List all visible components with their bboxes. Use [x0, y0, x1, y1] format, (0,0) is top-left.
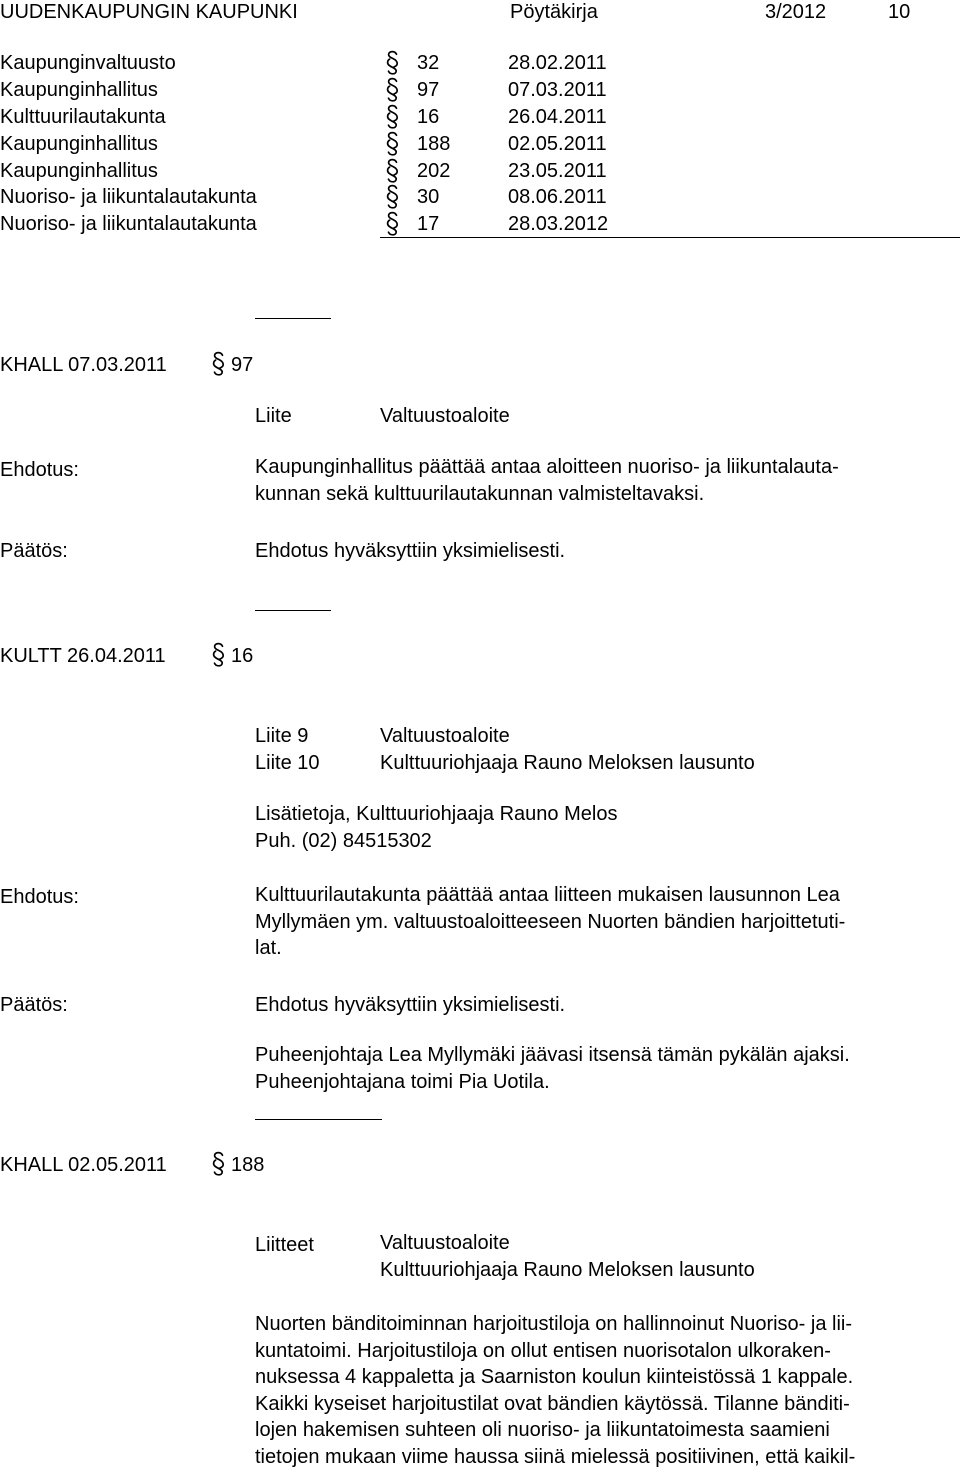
history-body: Kaupunginhallitus: [0, 133, 158, 155]
page-number: 10: [888, 1, 911, 23]
attachment-title: Kulttuuriohjaaja Rauno Meloksen lausunto: [380, 1258, 755, 1281]
attachment-label: Liite: [255, 405, 292, 427]
history-date: 26.04.2011: [508, 106, 607, 128]
municipality-name: UUDENKAUPUNGIN KAUPUNKI: [0, 1, 298, 23]
decision-text: Ehdotus hyväksyttiin yksimielisesti.: [255, 994, 566, 1016]
body-line: Nuorten bänditoiminnan harjoitustiloja on hallinnoinut Nuoriso- ja lii-: [255, 1313, 853, 1335]
section-sign-icon: [385, 131, 400, 156]
proposal-line: Kulttuurilautakunta päättää antaa liitteen mukaisen lausunnon Lea: [255, 884, 840, 906]
section-number: 16: [231, 645, 254, 667]
history-body: Kaupunginvaltuusto: [0, 52, 176, 74]
history-number: 17: [417, 213, 440, 235]
body-line: Kaikki kyseiset harjoitustilat ovat bändien käytössä. Tilanne bänditi-: [255, 1392, 850, 1415]
attachment-title: Kulttuuriohjaaja Rauno Meloksen lausunto: [380, 752, 755, 774]
proposal-line: lat.: [255, 937, 282, 959]
decision-label: Päätös:: [0, 540, 68, 562]
decision-label: Päätös:: [0, 994, 68, 1016]
body-line: kuntatoimi. Harjoitustiloja on ollut entisen nuorisotalon ulkoraken-: [255, 1339, 831, 1362]
section-sign-icon: [385, 211, 400, 236]
history-date: 28.03.2012: [508, 213, 609, 235]
proposal-text: [255, 454, 839, 507]
section-sign-icon: [385, 158, 400, 183]
proposal-label: Ehdotus:: [0, 886, 79, 908]
body-text: [255, 1311, 855, 1470]
history-date: 02.05.2011: [508, 133, 607, 155]
proposal-line: Kaupunginhallitus päättää antaa aloitteen nuoriso- ja liikuntalauta-: [255, 456, 839, 478]
document-type: Pöytäkirja: [510, 1, 598, 23]
section-heading: KHALL 07.03.2011: [0, 354, 167, 376]
history-date: 23.05.2011: [508, 160, 607, 182]
section-sign-icon: [385, 184, 400, 209]
history-body: Nuoriso- ja liikuntalautakunta: [0, 186, 257, 208]
proposal-text: [255, 882, 845, 962]
history-divider: [380, 237, 960, 238]
section-divider: [255, 610, 331, 611]
history-body: Kaupunginhallitus: [0, 160, 158, 182]
section-sign-icon: [385, 50, 400, 75]
document-number: 3/2012: [765, 1, 827, 23]
section-heading: KULTT 26.04.2011: [0, 645, 166, 667]
history-body: Kaupunginhallitus: [0, 79, 158, 101]
history-number: 188: [417, 133, 451, 155]
history-number: 32: [417, 52, 440, 74]
section-number: 188: [231, 1154, 265, 1176]
proposal-label: Ehdotus:: [0, 459, 79, 481]
body-line: lojen hakemisen suhteen oli nuoriso- ja liikuntatoimesta saamieni: [255, 1419, 830, 1441]
history-date: 28.02.2011: [508, 52, 607, 74]
section-number: 97: [231, 354, 254, 376]
section-sign-icon: [385, 104, 400, 129]
proposal-line: kunnan sekä kulttuurilautakunnan valmisteltavaksi.: [255, 482, 705, 505]
body-line: tietojen mukaan viime haussa siinä mielessä positiivinen, että kaikil-: [255, 1445, 856, 1468]
history-number: 16: [417, 106, 440, 128]
attachments-label: Liitteet: [255, 1234, 314, 1256]
section-sign-icon: [211, 351, 226, 376]
history-number: 202: [417, 160, 451, 182]
note-line: Puheenjohtajana toimi Pia Uotila.: [255, 1070, 550, 1093]
section-heading: KHALL 02.05.2011: [0, 1154, 167, 1176]
history-date: 07.03.2011: [508, 79, 607, 101]
history-number: 97: [417, 79, 440, 101]
history-number: 30: [417, 186, 440, 208]
section-divider: [255, 1119, 382, 1120]
attachment-label: Liite 9: [255, 725, 309, 747]
history-body: Nuoriso- ja liikuntalautakunta: [0, 213, 257, 235]
note-line: Puheenjohtaja Lea Myllymäki jäävasi itsensä tämän pykälän ajaksi.: [255, 1044, 850, 1066]
history-body: Kulttuurilautakunta: [0, 106, 166, 128]
history-date: 08.06.2011: [508, 186, 607, 208]
section-sign-icon: [211, 1151, 226, 1176]
section-divider: [255, 318, 331, 319]
attachment-list: [380, 1230, 755, 1283]
body-line: nuksessa 4 kappaletta ja Saarniston koulun kiinteistössä 1 kappale.: [255, 1366, 854, 1388]
attachment-title: Valtuustoaloite: [380, 405, 510, 427]
attachment-title: Valtuustoaloite: [380, 1232, 510, 1254]
contact-line: Puh. (02) 84515302: [255, 829, 432, 852]
contact-info: [255, 801, 617, 854]
decision-text: Ehdotus hyväksyttiin yksimielisesti.: [255, 540, 566, 562]
attachment-title: Valtuustoaloite: [380, 725, 510, 747]
contact-line: Lisätietoja, Kulttuuriohjaaja Rauno Melos: [255, 803, 618, 825]
proposal-line: Myllymäen ym. valtuustoaloitteeseen Nuorten bändien harjoittetuti-: [255, 910, 846, 933]
section-sign-icon: [211, 642, 226, 667]
section-sign-icon: [385, 77, 400, 102]
chair-note: [255, 1042, 850, 1095]
attachment-label: Liite 10: [255, 752, 320, 774]
